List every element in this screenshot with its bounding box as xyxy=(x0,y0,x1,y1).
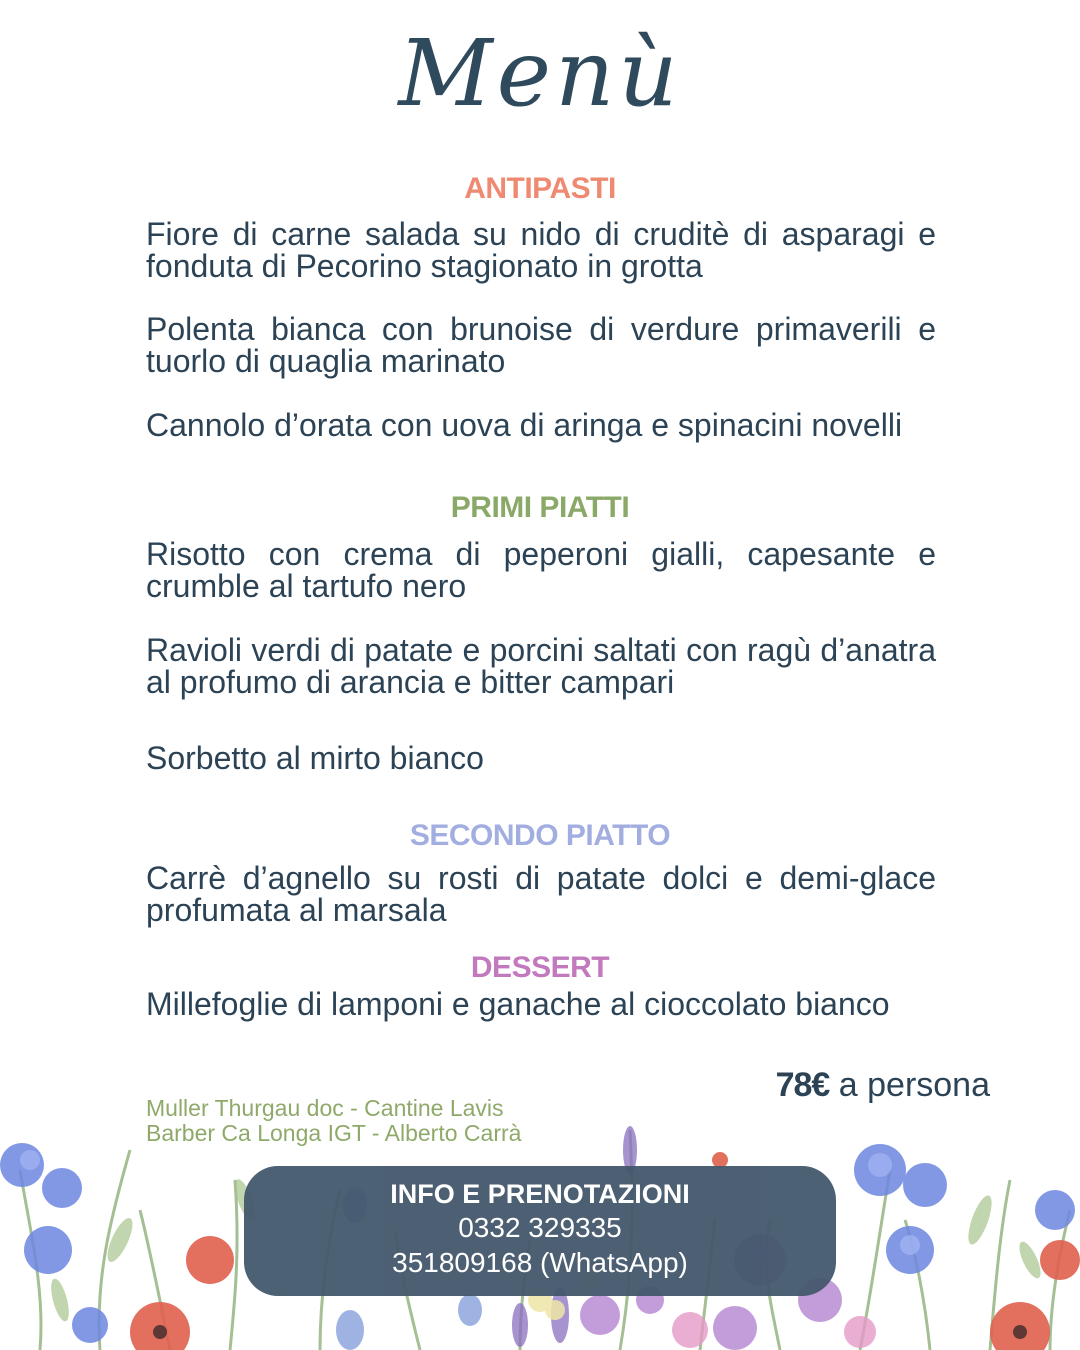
section-heading-secondo: SECONDO PIATTO xyxy=(409,819,671,852)
whatsapp-number: 351809168 (WhatsApp) xyxy=(392,1247,688,1278)
info-reservations-box xyxy=(244,1166,836,1296)
phone-number: 0332 329335 xyxy=(458,1212,622,1243)
wine-item: Muller Thurgau doc - Cantine Lavis xyxy=(146,1095,504,1121)
dish-item: Ravioli verdi di patate e porcini saltati con ragù d’anatra al profumo di arancia e bitter campari xyxy=(146,632,936,700)
price-per-person xyxy=(640,1066,990,1105)
price-suffix: a persona xyxy=(838,1066,990,1104)
wine-item: Barber Ca Longa IGT - Alberto Carrà xyxy=(146,1120,522,1146)
section-heading-antipasti: ANTIPASTI xyxy=(464,172,616,205)
dish-item: Sorbetto al mirto bianco xyxy=(146,740,484,776)
menu-title: Menù xyxy=(398,20,682,127)
info-heading: INFO E PRENOTAZIONI xyxy=(390,1179,690,1209)
dish-item: Risotto con crema di peperoni gialli, capesante e crumble al tartufo nero xyxy=(146,536,936,604)
dish-item: Carrè d’agnello su rosti di patate dolci e demi-glace profumata al marsala xyxy=(146,860,936,928)
dish-item: Millefoglie di lamponi e ganache al cioccolato bianco xyxy=(146,986,890,1022)
dish-item: Fiore di carne salada su nido di cruditè di asparagi e fonduta di Pecorino stagionato in grotta xyxy=(146,216,936,284)
dish-item: Polenta bianca con brunoise di verdure primaverili e tuorlo di quaglia marinato xyxy=(146,311,936,379)
dish-item: Cannolo d’orata con uova di aringa e spinacini novelli xyxy=(146,407,903,443)
price-amount: 78€ xyxy=(775,1066,830,1104)
section-heading-primi: PRIMI PIATTI xyxy=(450,491,630,524)
section-heading-dessert: DESSERT xyxy=(470,951,610,984)
